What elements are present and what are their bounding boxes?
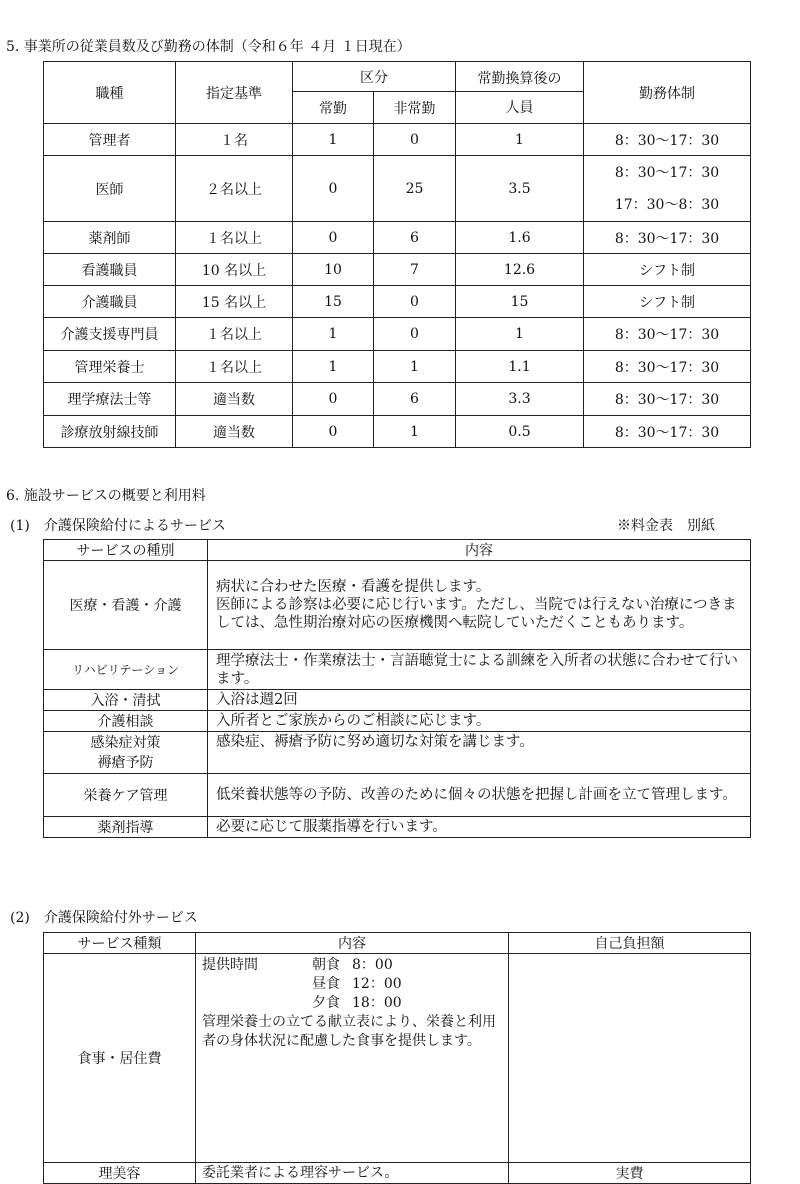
meal-lunch	[202, 975, 504, 994]
job-cell: 医師	[44, 156, 176, 222]
header-fte-line1: 常勤換算後の	[456, 62, 584, 92]
section5-title: 5. 事業所の従業員数及び勤務の体制（令和６年 ４月 １日現在）	[6, 39, 411, 55]
fulltime-cell: 15	[293, 286, 374, 318]
schedule-cell: 8：30〜17：30	[584, 383, 751, 416]
dinner-label: 夕食	[312, 995, 340, 1011]
fulltime-cell: 0	[293, 222, 374, 254]
fte-cell: 1	[456, 124, 584, 156]
insured-services-table	[43, 539, 751, 838]
meal-description: 管理栄養士の立てる献立表により、栄養と利用者の身体状況に配慮した食事を提供します。	[202, 1014, 496, 1049]
header-category: 区分	[293, 62, 456, 92]
job-cell: 介護支援専門員	[44, 318, 176, 351]
meal-cost-cell	[509, 954, 751, 1163]
standard-cell: 10 名以上	[176, 254, 293, 286]
dinner-time: 18：00	[352, 995, 402, 1011]
job-cell: 管理栄養士	[44, 351, 176, 383]
header-service-kind: サービスの種別	[44, 540, 208, 561]
schedule-night: 17：30〜8：30	[614, 196, 720, 213]
service-content-cell: 理学療法士・作業療法士・言語聴覚士による訓練を入所者の状態に合わせて行います。	[208, 650, 751, 690]
standard-cell: ２名以上	[176, 156, 293, 222]
lunch-label: 昼食	[312, 976, 340, 992]
header-service-content: 内容	[208, 540, 751, 561]
table-row	[44, 254, 751, 286]
fte-cell: 15	[456, 286, 584, 318]
fulltime-cell: 0	[293, 383, 374, 416]
job-cell: 診療放射線技師	[44, 416, 176, 448]
standard-cell: 15 名以上	[176, 286, 293, 318]
fulltime-cell: 0	[293, 416, 374, 448]
service-kind-cell: リハビリテーション	[44, 650, 208, 690]
fte-cell: 3.3	[456, 383, 584, 416]
standard-cell: １名	[176, 124, 293, 156]
header-job: 職種	[44, 62, 176, 124]
fee-table-note: ※料金表 別紙	[617, 518, 715, 534]
standard-cell: １名以上	[176, 318, 293, 351]
job-cell: 管理者	[44, 124, 176, 156]
service-kind-cell	[44, 732, 208, 774]
service-kind-cell: 入浴・清拭	[44, 690, 208, 711]
standard-cell: 適当数	[176, 416, 293, 448]
header-fulltime: 常勤	[293, 92, 374, 124]
job-cell: 看護職員	[44, 254, 176, 286]
parttime-cell: 0	[374, 318, 456, 351]
meal-breakfast	[202, 956, 504, 975]
non-insured-services-table	[43, 932, 751, 1184]
header-service-content: 内容	[196, 933, 509, 954]
schedule-cell: 8：30〜17：30	[584, 124, 751, 156]
table-row	[44, 954, 751, 1163]
breakfast-label: 朝食	[312, 957, 340, 973]
fulltime-cell: 1	[293, 124, 374, 156]
table-row	[44, 690, 751, 711]
schedule-day: 8：30〜17：30	[614, 164, 720, 181]
schedule-cell: シフト制	[584, 254, 751, 286]
standard-cell: １名以上	[176, 222, 293, 254]
table-row	[44, 222, 751, 254]
parttime-cell: 1	[374, 416, 456, 448]
fte-cell: 1.6	[456, 222, 584, 254]
parttime-cell: 6	[374, 383, 456, 416]
service-content-cell: 病状に合わせた医療・看護を提供します。 医師による診察は必要に応じ行います。ただし、当院では行えない治療につきましては、急性期治療対応の医療機関へ転院していただくこともあります。	[208, 561, 751, 650]
table-row	[44, 286, 751, 318]
staff-table-header-row	[44, 62, 751, 92]
header-self-pay: 自己負担額	[509, 933, 751, 954]
job-cell: 理学療法士等	[44, 383, 176, 416]
header-parttime: 非常勤	[374, 92, 456, 124]
standard-cell: 適当数	[176, 383, 293, 416]
table-row	[44, 318, 751, 351]
section6-sub1-title: (1) 介護保険給付によるサービス	[10, 518, 226, 534]
staff-table	[43, 61, 751, 448]
meal-dinner	[202, 994, 504, 1013]
fulltime-cell: 10	[293, 254, 374, 286]
parttime-cell: 6	[374, 222, 456, 254]
service-content-cell: 入浴は週2回	[208, 690, 751, 711]
schedule-cell: 8：30〜17：30	[584, 416, 751, 448]
table-row	[44, 711, 751, 732]
table-row	[44, 650, 751, 690]
meal-kind-cell: 食事・居住費	[44, 954, 196, 1163]
parttime-cell: 25	[374, 156, 456, 222]
fulltime-cell: 1	[293, 351, 374, 383]
parttime-cell: 7	[374, 254, 456, 286]
header-schedule: 勤務体制	[584, 62, 751, 124]
table-row	[44, 156, 751, 222]
schedule-cell: 8：30〜17：30	[584, 222, 751, 254]
service-kind-cell: 医療・看護・介護	[44, 561, 208, 650]
table-row	[44, 774, 751, 817]
fte-cell: 0.5	[456, 416, 584, 448]
standard-cell: １名以上	[176, 351, 293, 383]
lunch-time: 12：00	[352, 976, 402, 992]
breakfast-time: 8：00	[352, 957, 393, 973]
header-standard: 指定基準	[176, 62, 293, 124]
parttime-cell: 0	[374, 286, 456, 318]
barber-cost-cell: 実費	[509, 1163, 751, 1184]
table-row	[44, 817, 751, 838]
insured-services-header-row	[44, 540, 751, 561]
service-kind-cell: 介護相談	[44, 711, 208, 732]
table-row	[44, 416, 751, 448]
service-content-cell: 感染症、褥瘡予防に努め適切な対策を講じます。	[208, 732, 751, 774]
table-row	[44, 124, 751, 156]
job-cell: 薬剤師	[44, 222, 176, 254]
schedule-cell	[584, 156, 751, 222]
fte-cell: 1.1	[456, 351, 584, 383]
schedule-cell: 8：30〜17：30	[584, 351, 751, 383]
schedule-cell: シフト制	[584, 286, 751, 318]
parttime-cell: 1	[374, 351, 456, 383]
table-row	[44, 351, 751, 383]
service-content-cell: 必要に応じて服薬指導を行います。	[208, 817, 751, 838]
service-kind-cell: 栄養ケア管理	[44, 774, 208, 817]
meal-time-label: 提供時間	[202, 957, 258, 973]
barber-kind-cell: 理美容	[44, 1163, 196, 1184]
header-service-type: サービス種類	[44, 933, 196, 954]
service-content-cell: 低栄養状態等の予防、改善のために個々の状態を把握し計画を立て管理します。	[208, 774, 751, 817]
fte-cell: 3.5	[456, 156, 584, 222]
fulltime-cell: 1	[293, 318, 374, 351]
service-content-cell: 入所者とご家族からのご相談に応じます。	[208, 711, 751, 732]
table-row	[44, 383, 751, 416]
fte-cell: 1	[456, 318, 584, 351]
job-cell: 介護職員	[44, 286, 176, 318]
fte-cell: 12.6	[456, 254, 584, 286]
service-kind-line2: 褥瘡予防	[97, 754, 154, 771]
table-row	[44, 732, 751, 774]
section6-sub2-title: (2) 介護保険給付外サービス	[10, 910, 198, 926]
section6-title: 6. 施設サービスの概要と利用料	[6, 488, 206, 504]
meal-content-cell	[196, 954, 509, 1163]
fulltime-cell: 0	[293, 156, 374, 222]
schedule-cell: 8：30〜17：30	[584, 318, 751, 351]
table-row	[44, 561, 751, 650]
table-row	[44, 1163, 751, 1184]
header-fte-line2: 人員	[456, 92, 584, 124]
barber-content-cell: 委託業者による理容サービス。	[196, 1163, 509, 1184]
parttime-cell: 0	[374, 124, 456, 156]
service-kind-cell: 薬剤指導	[44, 817, 208, 838]
non-insured-header-row	[44, 933, 751, 954]
service-kind-line1: 感染症対策	[90, 734, 161, 751]
